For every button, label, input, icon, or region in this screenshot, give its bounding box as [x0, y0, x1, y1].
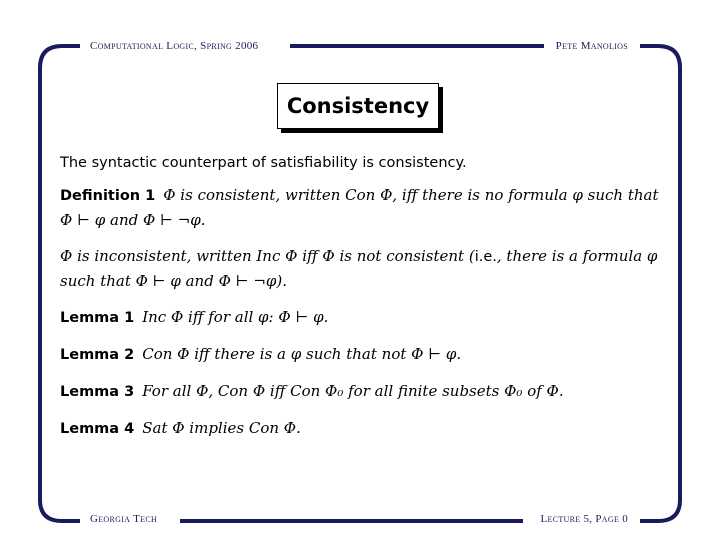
definition-1 [60, 183, 660, 232]
lemma-text: Sat Φ implies Con Φ. [142, 419, 301, 437]
lemma-4 [60, 416, 660, 441]
lemma-1 [60, 305, 660, 330]
lemma-text: Inc Φ iff for all φ: Φ ⊢ φ. [142, 308, 329, 326]
slide-content [60, 150, 660, 453]
inconsistent-ie: i.e. [474, 249, 497, 265]
lemma-label: Lemma 2 [60, 347, 135, 363]
title-box [277, 83, 439, 129]
header-course: Computational Logic, Spring 2006 [90, 40, 259, 52]
intro-paragraph [60, 150, 660, 175]
definition-label: Definition 1 [60, 188, 156, 204]
lemma-label: Lemma 4 [60, 421, 135, 437]
lemma-text: Con Φ iff there is a φ such that not Φ ⊢ φ. [142, 345, 462, 363]
lemma-label: Lemma 1 [60, 310, 135, 326]
inconsistent-part1: Φ is inconsistent, written Inc Φ iff Φ is not consistent ( [60, 247, 475, 265]
definition-text: Φ is consistent, written Con Φ, iff there is no formula φ such that Φ ⊢ φ and Φ ⊢ ¬φ. [60, 186, 659, 229]
lemma-text: For all Φ, Con Φ iff Con Φ₀ for all finite subsets Φ₀ of Φ. [142, 382, 564, 400]
inconsistent-part2: , there is a formula φ such that Φ ⊢ φ and Φ ⊢ ¬φ). [60, 247, 658, 290]
footer-page: Lecture 5, Page 0 [540, 513, 628, 525]
intro-text: The syntactic counterpart of satisfiability is consistency. [60, 155, 467, 171]
lemma-2 [60, 342, 660, 367]
footer-institution: Georgia Tech [90, 513, 158, 525]
inconsistent-paragraph [60, 244, 660, 293]
lemma-label: Lemma 3 [60, 384, 135, 400]
header-author: Pete Manolios [555, 40, 628, 52]
lemma-3 [60, 379, 660, 404]
slide-title: Consistency [286, 94, 430, 118]
